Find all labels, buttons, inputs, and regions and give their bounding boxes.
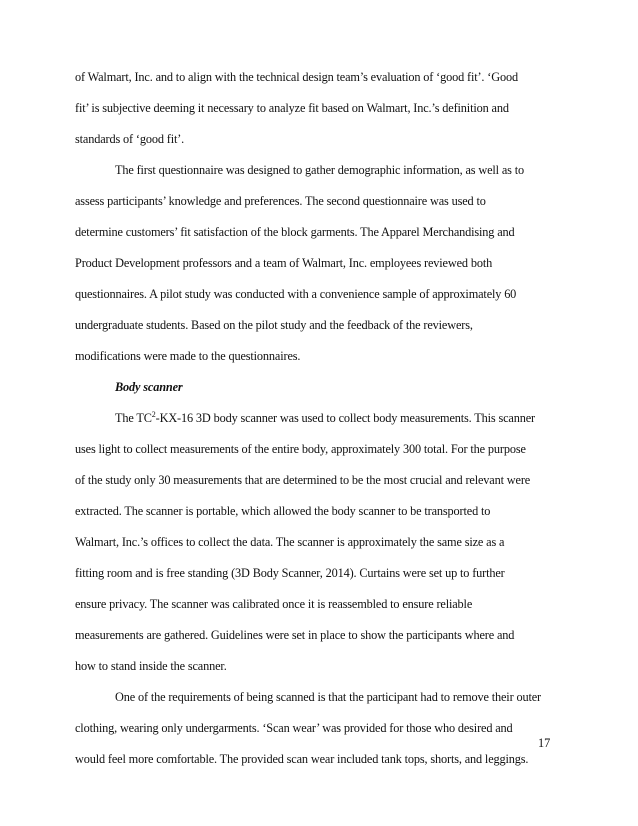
text-line: determine customers’ fit satisfaction of the block garments. The Apparel Merchandising and [75,225,515,239]
text-line: fitting room and is free standing (3D Body Scanner, 2014). Curtains were set up to further [75,566,505,580]
text-line: fit’ is subjective deeming it necessary to analyze fit based on Walmart, Inc.’s definition and [75,101,509,115]
text-fragment: The TC [115,411,152,425]
paragraph-first-line [115,411,535,426]
text-line: standards of ‘good fit’. [75,132,185,146]
text-fragment: -KX-16 3D body scanner was used to collect body measurements. This scanner [155,411,535,425]
text-line: ensure privacy. The scanner was calibrated once it is reassembled to ensure reliable [75,597,473,611]
text-line: of Walmart, Inc. and to align with the technical design team’s evaluation of ‘good fit’. ‘Good [75,70,518,84]
text-line: how to stand inside the scanner. [75,659,227,673]
text-line: of the study only 30 measurements that are determined to be the most crucial and relevant were [75,473,531,487]
text-line: undergraduate students. Based on the pilot study and the feedback of the reviewers, [75,318,473,332]
text-line: would feel more comfortable. The provided scan wear included tank tops, shorts, and leggings. [75,752,529,766]
text-line: Walmart, Inc.’s offices to collect the data. The scanner is approximately the same size as a [75,535,505,549]
superscript: 2 [151,409,156,419]
text-line: extracted. The scanner is portable, which allowed the body scanner to be transported to [75,504,491,518]
text-line: questionnaires. A pilot study was conducted with a convenience sample of approximately 60 [75,287,517,301]
text-line: measurements are gathered. Guidelines were set in place to show the participants where and [75,628,515,642]
page-number: 17 [538,736,551,750]
text-line: modifications were made to the questionnaires. [75,349,301,363]
text-line: Product Development professors and a team of Walmart, Inc. employees reviewed both [75,256,493,270]
text-line: clothing, wearing only undergarments. ‘Scan wear’ was provided for those who desired and [75,721,513,735]
paragraph-first-line: The first questionnaire was designed to gather demographic information, as well as to [115,163,524,177]
section-heading: Body scanner [115,380,183,394]
paragraph-first-line: One of the requirements of being scanned is that the participant had to remove their outer [115,690,541,704]
text-line: assess participants’ knowledge and preferences. The second questionnaire was used to [75,194,486,208]
text-line: uses light to collect measurements of the entire body, approximately 300 total. For the purpose [75,442,526,456]
